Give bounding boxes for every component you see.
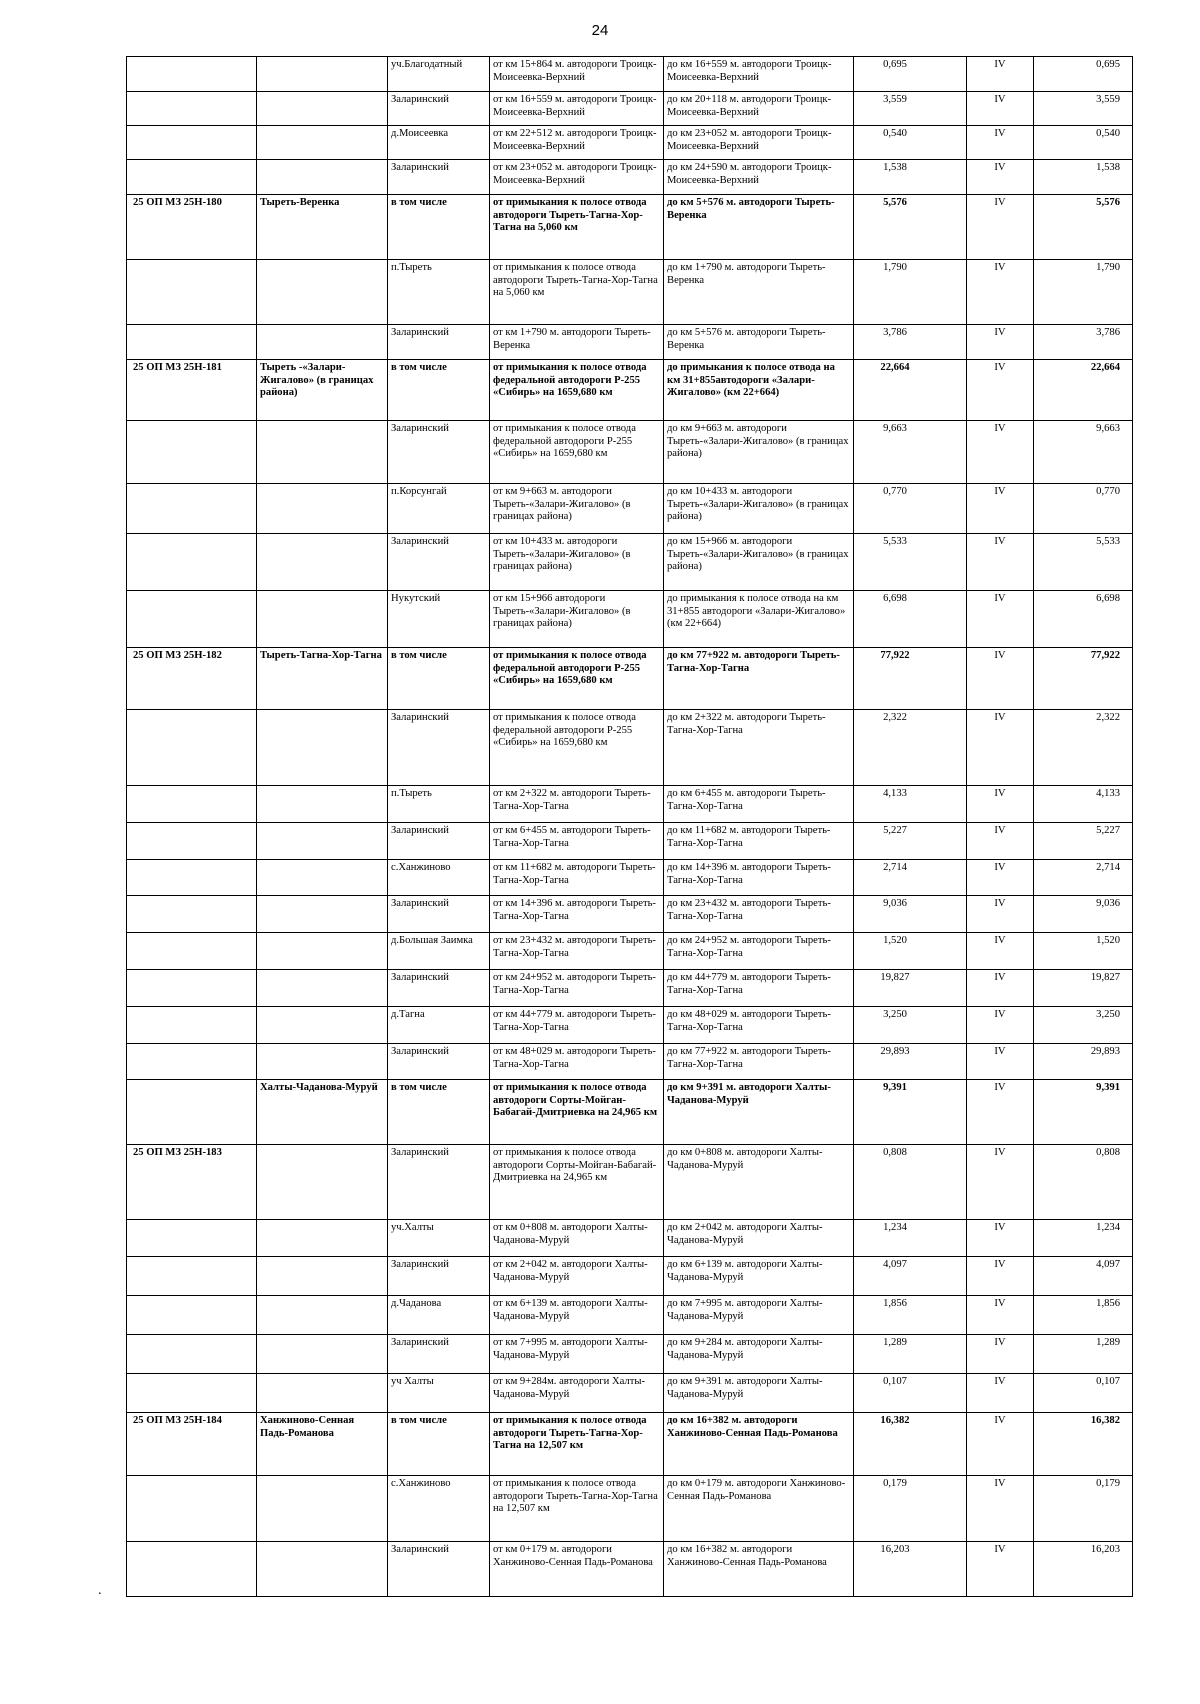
segment-start-cell: от примыкания к полосе отвода федеральной автодороги Р-255 «Сибирь» на 1659,680 км [490, 648, 664, 710]
segment-start-cell: от км 14+396 м. автодороги Тыреть-Тагна-Хор-Тагна [490, 896, 664, 933]
segment-start-cell: от км 44+779 м. автодороги Тыреть-Тагна-Хор-Тагна [490, 1007, 664, 1044]
locality-cell: Заларинский [388, 421, 490, 484]
road-code-cell [127, 1080, 257, 1145]
locality-cell: Заларинский [388, 1044, 490, 1080]
road-name-cell: Тыреть -«Залари-Жигалово» (в границах района) [257, 360, 388, 421]
road-code-cell [127, 591, 257, 648]
length-cell: 0,770 [854, 484, 967, 534]
road-code-cell [127, 1476, 257, 1542]
locality-cell: Заларинский [388, 896, 490, 933]
length-category-iv-cell: 0,808 [1034, 1145, 1133, 1220]
length-category-iv-cell: 3,559 [1034, 92, 1133, 126]
locality-cell: в том числе [388, 360, 490, 421]
road-name-cell [257, 1542, 388, 1597]
locality-cell: Заларинский [388, 1257, 490, 1296]
locality-cell: в том числе [388, 1080, 490, 1145]
table-row [127, 710, 1133, 786]
road-name-cell [257, 1007, 388, 1044]
length-category-iv-cell: 6,698 [1034, 591, 1133, 648]
segment-start-cell: от км 15+966 автодороги Тыреть-«Залари-Жигалово» (в границах района) [490, 591, 664, 648]
length-cell: 5,533 [854, 534, 967, 591]
table-row [127, 933, 1133, 970]
category-cell: IV [967, 57, 1034, 92]
locality-cell: Заларинский [388, 1542, 490, 1597]
segment-end-cell: до км 24+952 м. автодороги Тыреть-Тагна-Хор-Тагна [664, 933, 854, 970]
road-name-cell [257, 591, 388, 648]
locality-cell: д.Тагна [388, 1007, 490, 1044]
locality-cell: Заларинский [388, 1145, 490, 1220]
length-category-iv-cell: 4,133 [1034, 786, 1133, 823]
road-code-cell [127, 933, 257, 970]
length-category-iv-cell: 1,856 [1034, 1296, 1133, 1335]
roads-table [126, 56, 1133, 1597]
length-cell: 0,540 [854, 126, 967, 160]
road-code-cell [127, 260, 257, 325]
length-category-iv-cell: 5,533 [1034, 534, 1133, 591]
table-row [127, 1007, 1133, 1044]
category-cell: IV [967, 896, 1034, 933]
segment-end-cell: до км 24+590 м. автодороги Троицк-Моисеевка-Верхний [664, 160, 854, 195]
length-cell: 4,133 [854, 786, 967, 823]
length-cell: 5,227 [854, 823, 967, 860]
category-cell: IV [967, 92, 1034, 126]
locality-cell: Заларинский [388, 534, 490, 591]
category-cell: IV [967, 1257, 1034, 1296]
locality-cell: в том числе [388, 648, 490, 710]
segment-end-cell: до км 10+433 м. автодороги Тыреть-«Залари-Жигалово» (в границах района) [664, 484, 854, 534]
table-row [127, 195, 1133, 260]
segment-end-cell: до примыкания к полосе отвода на км 31+855 автодороги «Залари-Жигалово» (км 22+664) [664, 591, 854, 648]
segment-start-cell: от км 2+042 м. автодороги Халты-Чаданова-Муруй [490, 1257, 664, 1296]
length-cell: 77,922 [854, 648, 967, 710]
road-name-cell [257, 421, 388, 484]
road-name-cell [257, 126, 388, 160]
category-cell: IV [967, 1220, 1034, 1257]
road-code-cell [127, 534, 257, 591]
road-name-cell [257, 1044, 388, 1080]
locality-cell: д.Чаданова [388, 1296, 490, 1335]
road-name-cell [257, 786, 388, 823]
segment-end-cell: до км 6+139 м. автодороги Халты-Чаданова-Муруй [664, 1257, 854, 1296]
table-row [127, 1374, 1133, 1413]
length-cell: 3,786 [854, 325, 967, 360]
road-code-cell [127, 1007, 257, 1044]
segment-end-cell: до км 20+118 м. автодороги Троицк-Моисеевка-Верхний [664, 92, 854, 126]
length-cell: 6,698 [854, 591, 967, 648]
road-name-cell: Халты-Чаданова-Муруй [257, 1080, 388, 1145]
road-name-cell [257, 1145, 388, 1220]
segment-end-cell: до км 6+455 м. автодороги Тыреть-Тагна-Хор-Тагна [664, 786, 854, 823]
segment-start-cell: от км 23+052 м. автодороги Троицк-Моисеевка-Верхний [490, 160, 664, 195]
length-category-iv-cell: 1,790 [1034, 260, 1133, 325]
category-cell: IV [967, 360, 1034, 421]
length-category-iv-cell: 3,786 [1034, 325, 1133, 360]
segment-end-cell: до км 2+042 м. автодороги Халты-Чаданова-Муруй [664, 1220, 854, 1257]
segment-start-cell: от примыкания к полосе отвода автодороги Тыреть-Тагна-Хор-Тагна на 5,060 км [490, 195, 664, 260]
table-row [127, 160, 1133, 195]
length-category-iv-cell: 9,663 [1034, 421, 1133, 484]
segment-start-cell: от км 15+864 м. автодороги Троицк-Моисеевка-Верхний [490, 57, 664, 92]
length-cell: 0,107 [854, 1374, 967, 1413]
road-code-cell [127, 1335, 257, 1374]
table-row [127, 325, 1133, 360]
segment-end-cell: до км 77+922 м. автодороги Тыреть-Тагна-Хор-Тагна [664, 1044, 854, 1080]
road-code-cell [127, 92, 257, 126]
locality-cell: д.Моисеевка [388, 126, 490, 160]
road-code-cell [127, 1044, 257, 1080]
length-cell: 4,097 [854, 1257, 967, 1296]
length-cell: 1,856 [854, 1296, 967, 1335]
length-cell: 0,179 [854, 1476, 967, 1542]
length-cell: 3,250 [854, 1007, 967, 1044]
category-cell: IV [967, 1044, 1034, 1080]
road-name-cell [257, 484, 388, 534]
table-row [127, 1080, 1133, 1145]
segment-end-cell: до км 2+322 м. автодороги Тыреть-Тагна-Хор-Тагна [664, 710, 854, 786]
category-cell: IV [967, 534, 1034, 591]
road-code-cell [127, 57, 257, 92]
length-cell: 9,036 [854, 896, 967, 933]
category-cell: IV [967, 1296, 1034, 1335]
length-cell: 19,827 [854, 970, 967, 1007]
category-cell: IV [967, 1413, 1034, 1476]
segment-start-cell: от км 16+559 м. автодороги Троицк-Моисеевка-Верхний [490, 92, 664, 126]
road-name-cell [257, 260, 388, 325]
road-name-cell [257, 1296, 388, 1335]
length-category-iv-cell: 9,036 [1034, 896, 1133, 933]
segment-end-cell: до км 23+432 м. автодороги Тыреть-Тагна-Хор-Тагна [664, 896, 854, 933]
table-row [127, 591, 1133, 648]
road-name-cell [257, 933, 388, 970]
road-code-cell [127, 1220, 257, 1257]
length-category-iv-cell: 4,097 [1034, 1257, 1133, 1296]
locality-cell: в том числе [388, 1413, 490, 1476]
category-cell: IV [967, 1335, 1034, 1374]
road-name-cell [257, 860, 388, 896]
road-code-cell [127, 896, 257, 933]
category-cell: IV [967, 710, 1034, 786]
segment-end-cell: до км 11+682 м. автодороги Тыреть-Тагна-Хор-Тагна [664, 823, 854, 860]
category-cell: IV [967, 1476, 1034, 1542]
length-category-iv-cell: 5,576 [1034, 195, 1133, 260]
segment-end-cell: до км 9+663 м. автодороги Тыреть-«Залари-Жигалово» (в границах района) [664, 421, 854, 484]
length-category-iv-cell: 19,827 [1034, 970, 1133, 1007]
segment-start-cell: от км 6+139 м. автодороги Халты-Чаданова-Муруй [490, 1296, 664, 1335]
road-code-cell: 25 ОП МЗ 25Н-183 [127, 1145, 257, 1220]
length-cell: 29,893 [854, 1044, 967, 1080]
road-name-cell: Тыреть-Веренка [257, 195, 388, 260]
segment-start-cell: от км 0+808 м. автодороги Халты-Чаданова-Муруй [490, 1220, 664, 1257]
segment-end-cell: до км 7+995 м. автодороги Халты-Чаданова-Муруй [664, 1296, 854, 1335]
category-cell: IV [967, 1542, 1034, 1597]
road-name-cell [257, 325, 388, 360]
segment-end-cell: до км 9+391 м. автодороги Халты-Чаданова-Муруй [664, 1374, 854, 1413]
length-category-iv-cell: 1,520 [1034, 933, 1133, 970]
table-row [127, 1335, 1133, 1374]
table-row [127, 57, 1133, 92]
road-code-cell: 25 ОП МЗ 25Н-180 [127, 195, 257, 260]
table-row [127, 260, 1133, 325]
category-cell: IV [967, 823, 1034, 860]
segment-start-cell: от км 9+284м. автодороги Халты-Чаданова-Муруй [490, 1374, 664, 1413]
table-row [127, 786, 1133, 823]
road-name-cell [257, 92, 388, 126]
table-row [127, 648, 1133, 710]
locality-cell: уч.Халты [388, 1220, 490, 1257]
category-cell: IV [967, 126, 1034, 160]
locality-cell: п.Тыреть [388, 260, 490, 325]
table-row [127, 823, 1133, 860]
segment-end-cell: до км 0+179 м. автодороги Ханжиново-Сенная Падь-Романова [664, 1476, 854, 1542]
category-cell: IV [967, 860, 1034, 896]
page-number: 24 [591, 22, 609, 39]
locality-cell: уч Халты [388, 1374, 490, 1413]
road-name-cell [257, 534, 388, 591]
category-cell: IV [967, 195, 1034, 260]
length-cell: 1,234 [854, 1220, 967, 1257]
segment-start-cell: от км 6+455 м. автодороги Тыреть-Тагна-Хор-Тагна [490, 823, 664, 860]
segment-end-cell: до примыкания к полосе отвода на км 31+855автодороги «Залари-Жигалово» (км 22+664) [664, 360, 854, 421]
length-cell: 16,382 [854, 1413, 967, 1476]
length-category-iv-cell: 5,227 [1034, 823, 1133, 860]
road-code-cell [127, 786, 257, 823]
segment-start-cell: от км 24+952 м. автодороги Тыреть-Тагна-Хор-Тагна [490, 970, 664, 1007]
segment-start-cell: от примыкания к полосе отвода автодороги Тыреть-Тагна-Хор-Тагна на 12,507 км [490, 1476, 664, 1542]
segment-end-cell: до км 5+576 м. автодороги Тыреть-Веренка [664, 195, 854, 260]
segment-start-cell: от км 48+029 м. автодороги Тыреть-Тагна-Хор-Тагна [490, 1044, 664, 1080]
segment-start-cell: от примыкания к полосе отвода федеральной автодороги Р-255 «Сибирь» на 1659,680 км [490, 710, 664, 786]
table-row [127, 896, 1133, 933]
table-body [127, 57, 1133, 1597]
road-code-cell [127, 1542, 257, 1597]
category-cell: IV [967, 421, 1034, 484]
road-code-cell [127, 710, 257, 786]
segment-start-cell: от км 23+432 м. автодороги Тыреть-Тагна-Хор-Тагна [490, 933, 664, 970]
category-cell: IV [967, 933, 1034, 970]
length-category-iv-cell: 77,922 [1034, 648, 1133, 710]
road-code-cell [127, 126, 257, 160]
table-row [127, 484, 1133, 534]
length-category-iv-cell: 0,179 [1034, 1476, 1133, 1542]
table-row [127, 1220, 1133, 1257]
table-row [127, 1296, 1133, 1335]
road-name-cell [257, 970, 388, 1007]
category-cell: IV [967, 1007, 1034, 1044]
table-row [127, 1257, 1133, 1296]
locality-cell: Заларинский [388, 325, 490, 360]
length-category-iv-cell: 0,107 [1034, 1374, 1133, 1413]
table-row [127, 360, 1133, 421]
stray-mark: . [98, 1583, 102, 1598]
length-category-iv-cell: 1,538 [1034, 160, 1133, 195]
length-cell: 5,576 [854, 195, 967, 260]
segment-start-cell: от примыкания к полосе отвода автодороги Сорты-Мойган-Бабагай-Дмитриевка на 24,965 км [490, 1080, 664, 1145]
table-row [127, 1145, 1133, 1220]
segment-start-cell: от км 9+663 м. автодороги Тыреть-«Залари-Жигалово» (в границах района) [490, 484, 664, 534]
segment-start-cell: от км 22+512 м. автодороги Троицк-Моисеевка-Верхний [490, 126, 664, 160]
table-row [127, 860, 1133, 896]
road-code-cell: 25 ОП МЗ 25Н-182 [127, 648, 257, 710]
table-row [127, 92, 1133, 126]
category-cell: IV [967, 260, 1034, 325]
length-cell: 9,391 [854, 1080, 967, 1145]
length-category-iv-cell: 2,714 [1034, 860, 1133, 896]
segment-end-cell: до км 9+391 м. автодороги Халты-Чаданова-Муруй [664, 1080, 854, 1145]
road-name-cell: Ханжиново-Сенная Падь-Романова [257, 1413, 388, 1476]
segment-end-cell: до км 23+052 м. автодороги Троицк-Моисеевка-Верхний [664, 126, 854, 160]
table-row [127, 534, 1133, 591]
length-cell: 2,714 [854, 860, 967, 896]
segment-end-cell: до км 77+922 м. автодороги Тыреть-Тагна-Хор-Тагна [664, 648, 854, 710]
segment-start-cell: от км 7+995 м. автодороги Халты-Чаданова-Муруй [490, 1335, 664, 1374]
segment-end-cell: до км 5+576 м. автодороги Тыреть-Веренка [664, 325, 854, 360]
road-name-cell [257, 1220, 388, 1257]
length-category-iv-cell: 1,234 [1034, 1220, 1133, 1257]
locality-cell: Заларинский [388, 92, 490, 126]
road-name-cell [257, 710, 388, 786]
table-row [127, 1476, 1133, 1542]
segment-end-cell: до км 14+396 м. автодороги Тыреть-Тагна-Хор-Тагна [664, 860, 854, 896]
road-code-cell: 25 ОП МЗ 25Н-184 [127, 1413, 257, 1476]
road-code-cell [127, 484, 257, 534]
category-cell: IV [967, 1145, 1034, 1220]
length-cell: 1,289 [854, 1335, 967, 1374]
segment-end-cell: до км 0+808 м. автодороги Халты-Чаданова-Муруй [664, 1145, 854, 1220]
road-name-cell [257, 1335, 388, 1374]
road-code-cell [127, 325, 257, 360]
segment-end-cell: до км 15+966 м. автодороги Тыреть-«Залари-Жигалово» (в границах района) [664, 534, 854, 591]
segment-start-cell: от примыкания к полосе отвода автодороги Сорты-Мойган-Бабагай-Дмитриевка на 24,965 км [490, 1145, 664, 1220]
road-code-cell [127, 1257, 257, 1296]
road-name-cell [257, 823, 388, 860]
segment-start-cell: от км 0+179 м. автодороги Ханжиново-Сенная Падь-Романова [490, 1542, 664, 1597]
length-cell: 16,203 [854, 1542, 967, 1597]
segment-start-cell: от км 11+682 м. автодороги Тыреть-Тагна-Хор-Тагна [490, 860, 664, 896]
road-name-cell [257, 1257, 388, 1296]
road-code-cell [127, 1296, 257, 1335]
segment-end-cell: до км 16+559 м. автодороги Троицк-Моисеевка-Верхний [664, 57, 854, 92]
length-category-iv-cell: 2,322 [1034, 710, 1133, 786]
category-cell: IV [967, 325, 1034, 360]
locality-cell: Заларинский [388, 823, 490, 860]
length-cell: 1,790 [854, 260, 967, 325]
locality-cell: Заларинский [388, 710, 490, 786]
category-cell: IV [967, 786, 1034, 823]
locality-cell: Заларинский [388, 160, 490, 195]
road-name-cell [257, 57, 388, 92]
table-row [127, 126, 1133, 160]
segment-start-cell: от км 10+433 м. автодороги Тыреть-«Залари-Жигалово» (в границах района) [490, 534, 664, 591]
length-category-iv-cell: 0,770 [1034, 484, 1133, 534]
length-cell: 0,695 [854, 57, 967, 92]
road-name-cell [257, 160, 388, 195]
road-code-cell [127, 160, 257, 195]
category-cell: IV [967, 591, 1034, 648]
length-category-iv-cell: 29,893 [1034, 1044, 1133, 1080]
length-category-iv-cell: 1,289 [1034, 1335, 1133, 1374]
length-cell: 1,538 [854, 160, 967, 195]
segment-end-cell: до км 9+284 м. автодороги Халты-Чаданова-Муруй [664, 1335, 854, 1374]
length-category-iv-cell: 0,695 [1034, 57, 1133, 92]
length-category-iv-cell: 9,391 [1034, 1080, 1133, 1145]
table-row [127, 1044, 1133, 1080]
category-cell: IV [967, 1374, 1034, 1413]
length-category-iv-cell: 0,540 [1034, 126, 1133, 160]
road-name-cell [257, 1476, 388, 1542]
locality-cell: с.Ханжиново [388, 1476, 490, 1542]
category-cell: IV [967, 484, 1034, 534]
road-code-cell: 25 ОП МЗ 25Н-181 [127, 360, 257, 421]
segment-end-cell: до км 48+029 м. автодороги Тыреть-Тагна-Хор-Тагна [664, 1007, 854, 1044]
table-row [127, 1542, 1133, 1597]
locality-cell: п.Корсунгай [388, 484, 490, 534]
length-cell: 9,663 [854, 421, 967, 484]
locality-cell: Заларинский [388, 1335, 490, 1374]
table-row [127, 970, 1133, 1007]
locality-cell: в том числе [388, 195, 490, 260]
category-cell: IV [967, 160, 1034, 195]
segment-end-cell: до км 16+382 м. автодороги Ханжиново-Сенная Падь-Романова [664, 1542, 854, 1597]
road-name-cell [257, 896, 388, 933]
segment-start-cell: от примыкания к полосе отвода автодороги Тыреть-Тагна-Хор-Тагна на 12,507 км [490, 1413, 664, 1476]
locality-cell: Заларинский [388, 970, 490, 1007]
category-cell: IV [967, 1080, 1034, 1145]
locality-cell: с.Ханжиново [388, 860, 490, 896]
segment-end-cell: до км 16+382 м. автодороги Ханжиново-Сенная Падь-Романова [664, 1413, 854, 1476]
segment-start-cell: от примыкания к полосе отвода федеральной автодороги Р-255 «Сибирь» на 1659,680 км [490, 421, 664, 484]
road-code-cell [127, 1374, 257, 1413]
segment-start-cell: от км 2+322 м. автодороги Тыреть-Тагна-Хор-Тагна [490, 786, 664, 823]
length-category-iv-cell: 16,382 [1034, 1413, 1133, 1476]
length-cell: 0,808 [854, 1145, 967, 1220]
road-name-cell: Тыреть-Тагна-Хор-Тагна [257, 648, 388, 710]
segment-end-cell: до км 1+790 м. автодороги Тыреть-Веренка [664, 260, 854, 325]
table-row [127, 1413, 1133, 1476]
length-category-iv-cell: 22,664 [1034, 360, 1133, 421]
length-cell: 1,520 [854, 933, 967, 970]
locality-cell: уч.Благодатный [388, 57, 490, 92]
category-cell: IV [967, 970, 1034, 1007]
road-code-cell [127, 823, 257, 860]
segment-end-cell: до км 44+779 м. автодороги Тыреть-Тагна-Хор-Тагна [664, 970, 854, 1007]
length-cell: 2,322 [854, 710, 967, 786]
table-row [127, 421, 1133, 484]
segment-start-cell: от км 1+790 м. автодороги Тыреть-Веренка [490, 325, 664, 360]
locality-cell: Нукутский [388, 591, 490, 648]
length-category-iv-cell: 16,203 [1034, 1542, 1133, 1597]
locality-cell: п.Тыреть [388, 786, 490, 823]
road-code-cell [127, 421, 257, 484]
road-code-cell [127, 860, 257, 896]
length-cell: 22,664 [854, 360, 967, 421]
segment-start-cell: от примыкания к полосе отвода федеральной автодороги Р-255 «Сибирь» на 1659,680 км [490, 360, 664, 421]
length-category-iv-cell: 3,250 [1034, 1007, 1133, 1044]
length-cell: 3,559 [854, 92, 967, 126]
category-cell: IV [967, 648, 1034, 710]
road-name-cell [257, 1374, 388, 1413]
road-code-cell [127, 970, 257, 1007]
locality-cell: д.Большая Заимка [388, 933, 490, 970]
segment-start-cell: от примыкания к полосе отвода автодороги Тыреть-Тагна-Хор-Тагна на 5,060 км [490, 260, 664, 325]
